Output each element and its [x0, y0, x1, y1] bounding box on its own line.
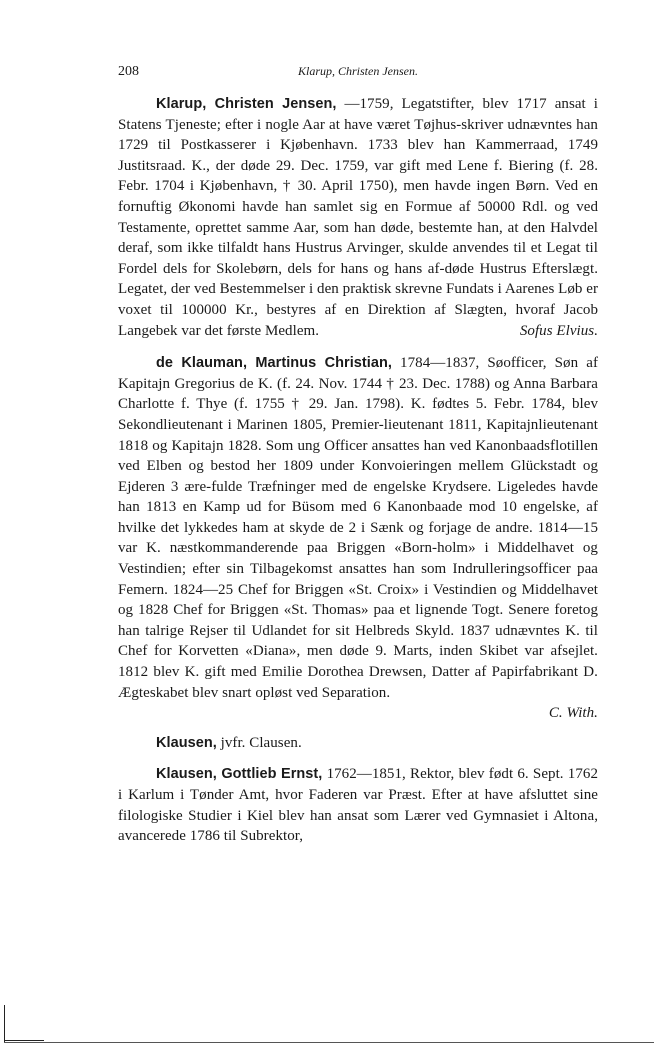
entry-klausen-crossref — [118, 733, 598, 754]
page-edge-line — [4, 1042, 654, 1043]
page-body — [118, 94, 598, 847]
entry-klausen-gottlieb — [118, 764, 598, 846]
entry-text: jvfr. Clausen. — [216, 734, 302, 751]
entry-klarup — [118, 94, 598, 341]
entry-headword: de Klauman, Martinus Christian, — [156, 355, 392, 372]
page-number: 208 — [118, 64, 139, 79]
entry-text: 1762—1851, Rektor, blev født 6. Sept. 1762 i Karlum i Tønder Amt, hvor Faderen var Præst. Efter at have afsluttet sine filologiske Studier i Kiel blev han ansat som Lærer ved Gymnasiet i Altona, avancerede 1786 til Subrektor, — [118, 766, 598, 845]
entry-headword: Klausen, — [156, 734, 217, 751]
crop-mark — [4, 1040, 44, 1041]
page-header — [118, 64, 598, 84]
entry-headword: Klausen, Gottlieb Ernst, — [156, 766, 323, 783]
entry-text: 1784—1837, Søofficer, Søn af Kapitajn Gregorius de K. (f. 24. Nov. 1744 † 23. Dec. 1788) og Anna Barbara Charlotte f. Thye (f. 1755 † 29. Jan. 1798). K. fødtes 5. Febr. 1784, blev Sekondlieutenant i Marinen 1805, Premier-lieutenant 1811, Kapitajnlieutenant 1818 og Kapitajn 1828. Som ung Officer ansattes han ved Kanonbaadsflotillen ved Elben og bestod her 1809 under Konvoieringen mellem Glückstadt og Ejderen 3 ære-fulde Træfninger med de engelske Krydsere. Ligeledes havde han 1813 en Kamp ud for Büsom med 6 Kanonbaade mod 10 engelske, af hvilke det lykkedes ham at skyde de 2 i Sænk og forjage de andre. 1814—15 var K. næstkommanderende paa Briggen «Born-holm» i Middelhavet og Vestindien; efter sin Tilbagekomst ansattes han som Indrulleringsofficer paa Femern. 1824—25 Chef for Briggen «St. Croix» i Vestindien og Middelhavet og 1828 Chef for Briggen «St. Thomas» paa et lignende Togt. Senere foretog han talrige Rejser til Udlandet for sit Helbreds Skyld. 1837 udnævntes K. til Chef for Korvetten «Diana», men døde 9. Marts, inden Skibet var afsejlet. 1812 blev K. gift med Emilie Dorothea Drewsen, Datter af Papirfabrikant D. Ægteskabet blev snart opløst ved Separation. — [118, 355, 598, 701]
entry-headword: Klarup, Christen Jensen, — [156, 96, 337, 112]
running-head: Klarup, Christen Jensen. — [298, 64, 418, 78]
entry-text: —1759, Legatstifter, blev 1717 ansat i Statens Tjeneste; efter i nogle Aar at have været Tøjhus-skriver udnævntes han 1729 til Postkasserer i Kjøbenhavn. 1733 blev han Kammerraad, 1749 Justitsraad. K., der døde 29. Dec. 1759, var gift med Lene f. Biering (f. 28. Febr. 1704 i Kjøbenhavn, † 30. April 1750), men havde ingen Børn. Ved en fornuftig Økonomi havde han samlet sig en Formue af 50000 Rdl. og ved Testamente, oprettet samme Aar, som han døde, bestemte han, at den Halvdel deraf, som ikke tilfaldt hans Hustrus Arvinger, skulde anvendes til et Legat til Fordel dels for Skolebørn, dels for hans og hans af-døde Hustrus Efterslægt. Legatet, der ved Bestemmelser i den praktisk skrevne Fundats i Aarenes Løb er voxet til 100000 Kr., bestyres af en Direktion af Slægten, hvoraf Jacob Langebek var det første Medlem. — [118, 96, 599, 339]
crop-mark — [4, 1005, 5, 1043]
entry-klauman — [118, 353, 598, 724]
entry-author: C. With. — [548, 705, 598, 722]
entry-author: Sofus Elvius. — [519, 322, 598, 339]
